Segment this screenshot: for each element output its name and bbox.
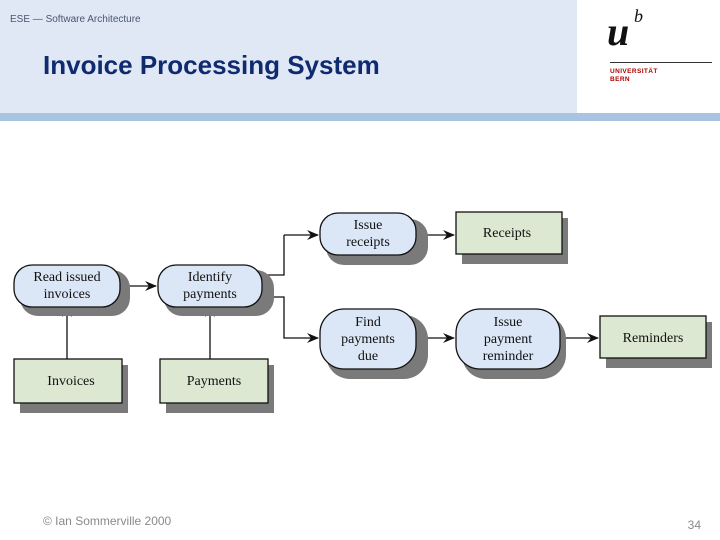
footer-copyright: © Ian Sommerville 2000 xyxy=(43,514,172,528)
store-invoices xyxy=(14,359,128,413)
process-read-issued-invoices xyxy=(14,265,130,316)
process-issue-receipts-line2: receipts xyxy=(346,235,390,250)
process-find-payments-due-line2: payments xyxy=(341,332,395,347)
university-logo-b: b xyxy=(634,6,643,26)
store-reminders xyxy=(600,316,712,368)
page-title: Invoice Processing System xyxy=(43,50,380,80)
connector-identify-branch xyxy=(262,235,284,275)
university-logo-u: u xyxy=(607,9,630,54)
process-find-payments-due-line1: Find xyxy=(355,315,381,330)
process-issue-receipts-line1: Issue xyxy=(353,218,383,233)
course-label: ESE — Software Architecture xyxy=(10,14,141,25)
store-payments-label: Payments xyxy=(186,374,242,389)
store-payments xyxy=(160,359,274,413)
process-issue-payment-reminder xyxy=(456,309,566,379)
process-issue-payment-reminder-line2: payment xyxy=(483,332,533,347)
store-receipts-label: Receipts xyxy=(482,226,532,241)
store-invoices-label: Invoices xyxy=(47,374,95,389)
process-find-payments-due xyxy=(320,309,428,379)
page-number: 34 xyxy=(687,518,701,532)
process-read-issued-invoices-line1: Read issued xyxy=(33,270,101,285)
process-identify-payments-line2: payments xyxy=(183,287,237,302)
process-issue-payment-reminder-line3: reminder xyxy=(482,349,534,364)
logo-text-line2: BERN xyxy=(610,76,631,83)
process-read-issued-invoices-line2: invoices xyxy=(43,287,91,302)
store-reminders-label: Reminders xyxy=(622,331,684,346)
logo-text-line1: UNIVERSITÄT xyxy=(610,68,658,75)
process-find-payments-due-line3: due xyxy=(357,349,379,364)
process-identify-payments xyxy=(158,265,274,316)
store-receipts xyxy=(456,212,568,264)
process-issue-receipts xyxy=(320,213,428,265)
process-identify-payments-line1: Identify xyxy=(187,270,233,285)
process-issue-payment-reminder-line1: Issue xyxy=(493,315,523,330)
